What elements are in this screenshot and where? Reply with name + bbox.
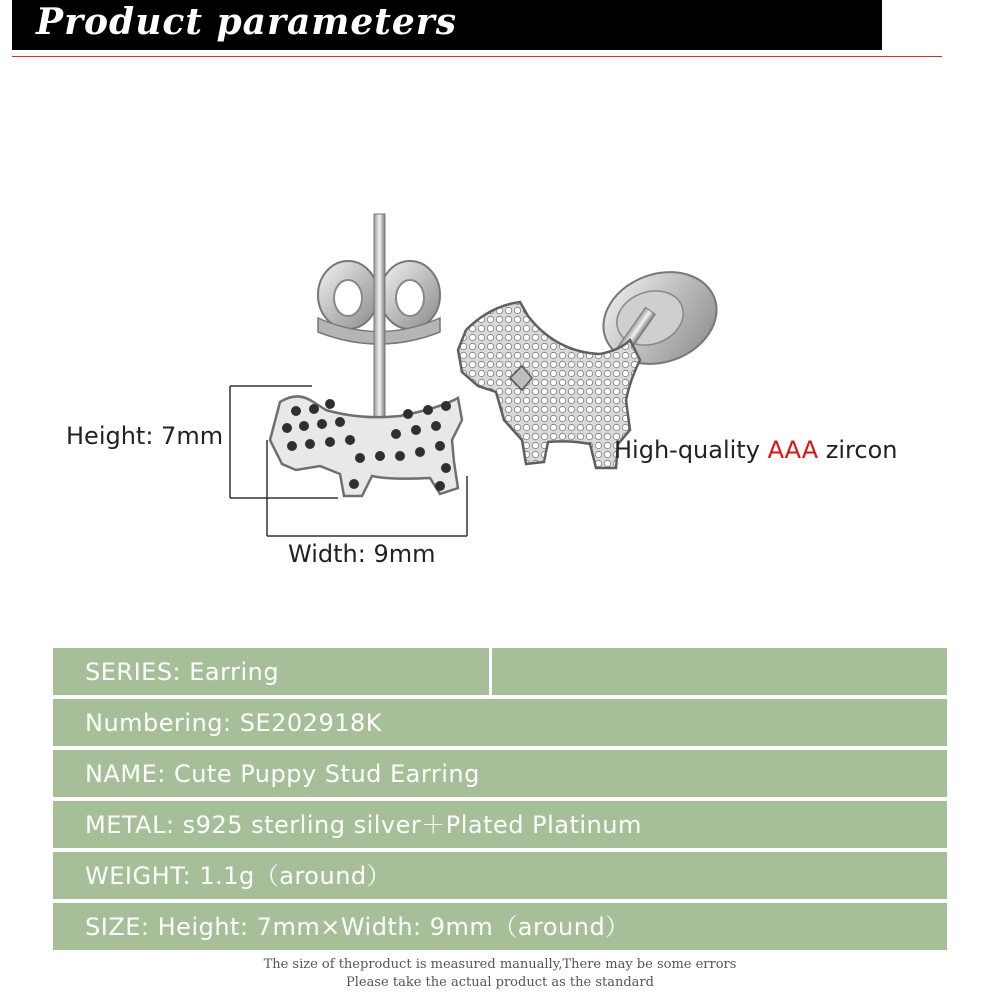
row-divider — [489, 648, 492, 695]
zircon-label-suffix: zircon — [818, 436, 898, 464]
spec-text: SIZE: Height: 7mm×Width: 9mm（around） — [85, 913, 630, 941]
zircon-label-prefix: High-quality — [614, 436, 768, 464]
page-title: Product parameters — [36, 1, 458, 43]
spec-text: SERIES: Earring — [85, 658, 280, 686]
spec-text: METAL: s925 sterling silver＋Plated Platinum — [85, 811, 642, 839]
spec-text: WEIGHT: 1.1g（around） — [85, 862, 392, 890]
zircon-label — [614, 436, 897, 464]
measurement-disclaimer: The size of theproduct is measured manually,There may be some errors — [263, 957, 737, 972]
spec-row-size — [53, 903, 947, 950]
spec-row-numbering — [53, 699, 947, 746]
actual-product-note: Please take the actual product as the standard — [346, 975, 654, 990]
spec-table — [53, 648, 947, 954]
spec-row-series — [53, 648, 947, 695]
width-label: Width: 9mm — [288, 540, 436, 568]
spec-text: Numbering: SE202918K — [85, 709, 382, 737]
spec-row-weight — [53, 852, 947, 899]
spec-row-metal — [53, 801, 947, 848]
spec-row-name — [53, 750, 947, 797]
earring-back-view — [270, 214, 462, 496]
zircon-grade-highlight: AAA — [767, 436, 819, 464]
height-label: Height: 7mm — [66, 422, 224, 450]
spec-text: NAME: Cute Puppy Stud Earring — [85, 760, 480, 788]
